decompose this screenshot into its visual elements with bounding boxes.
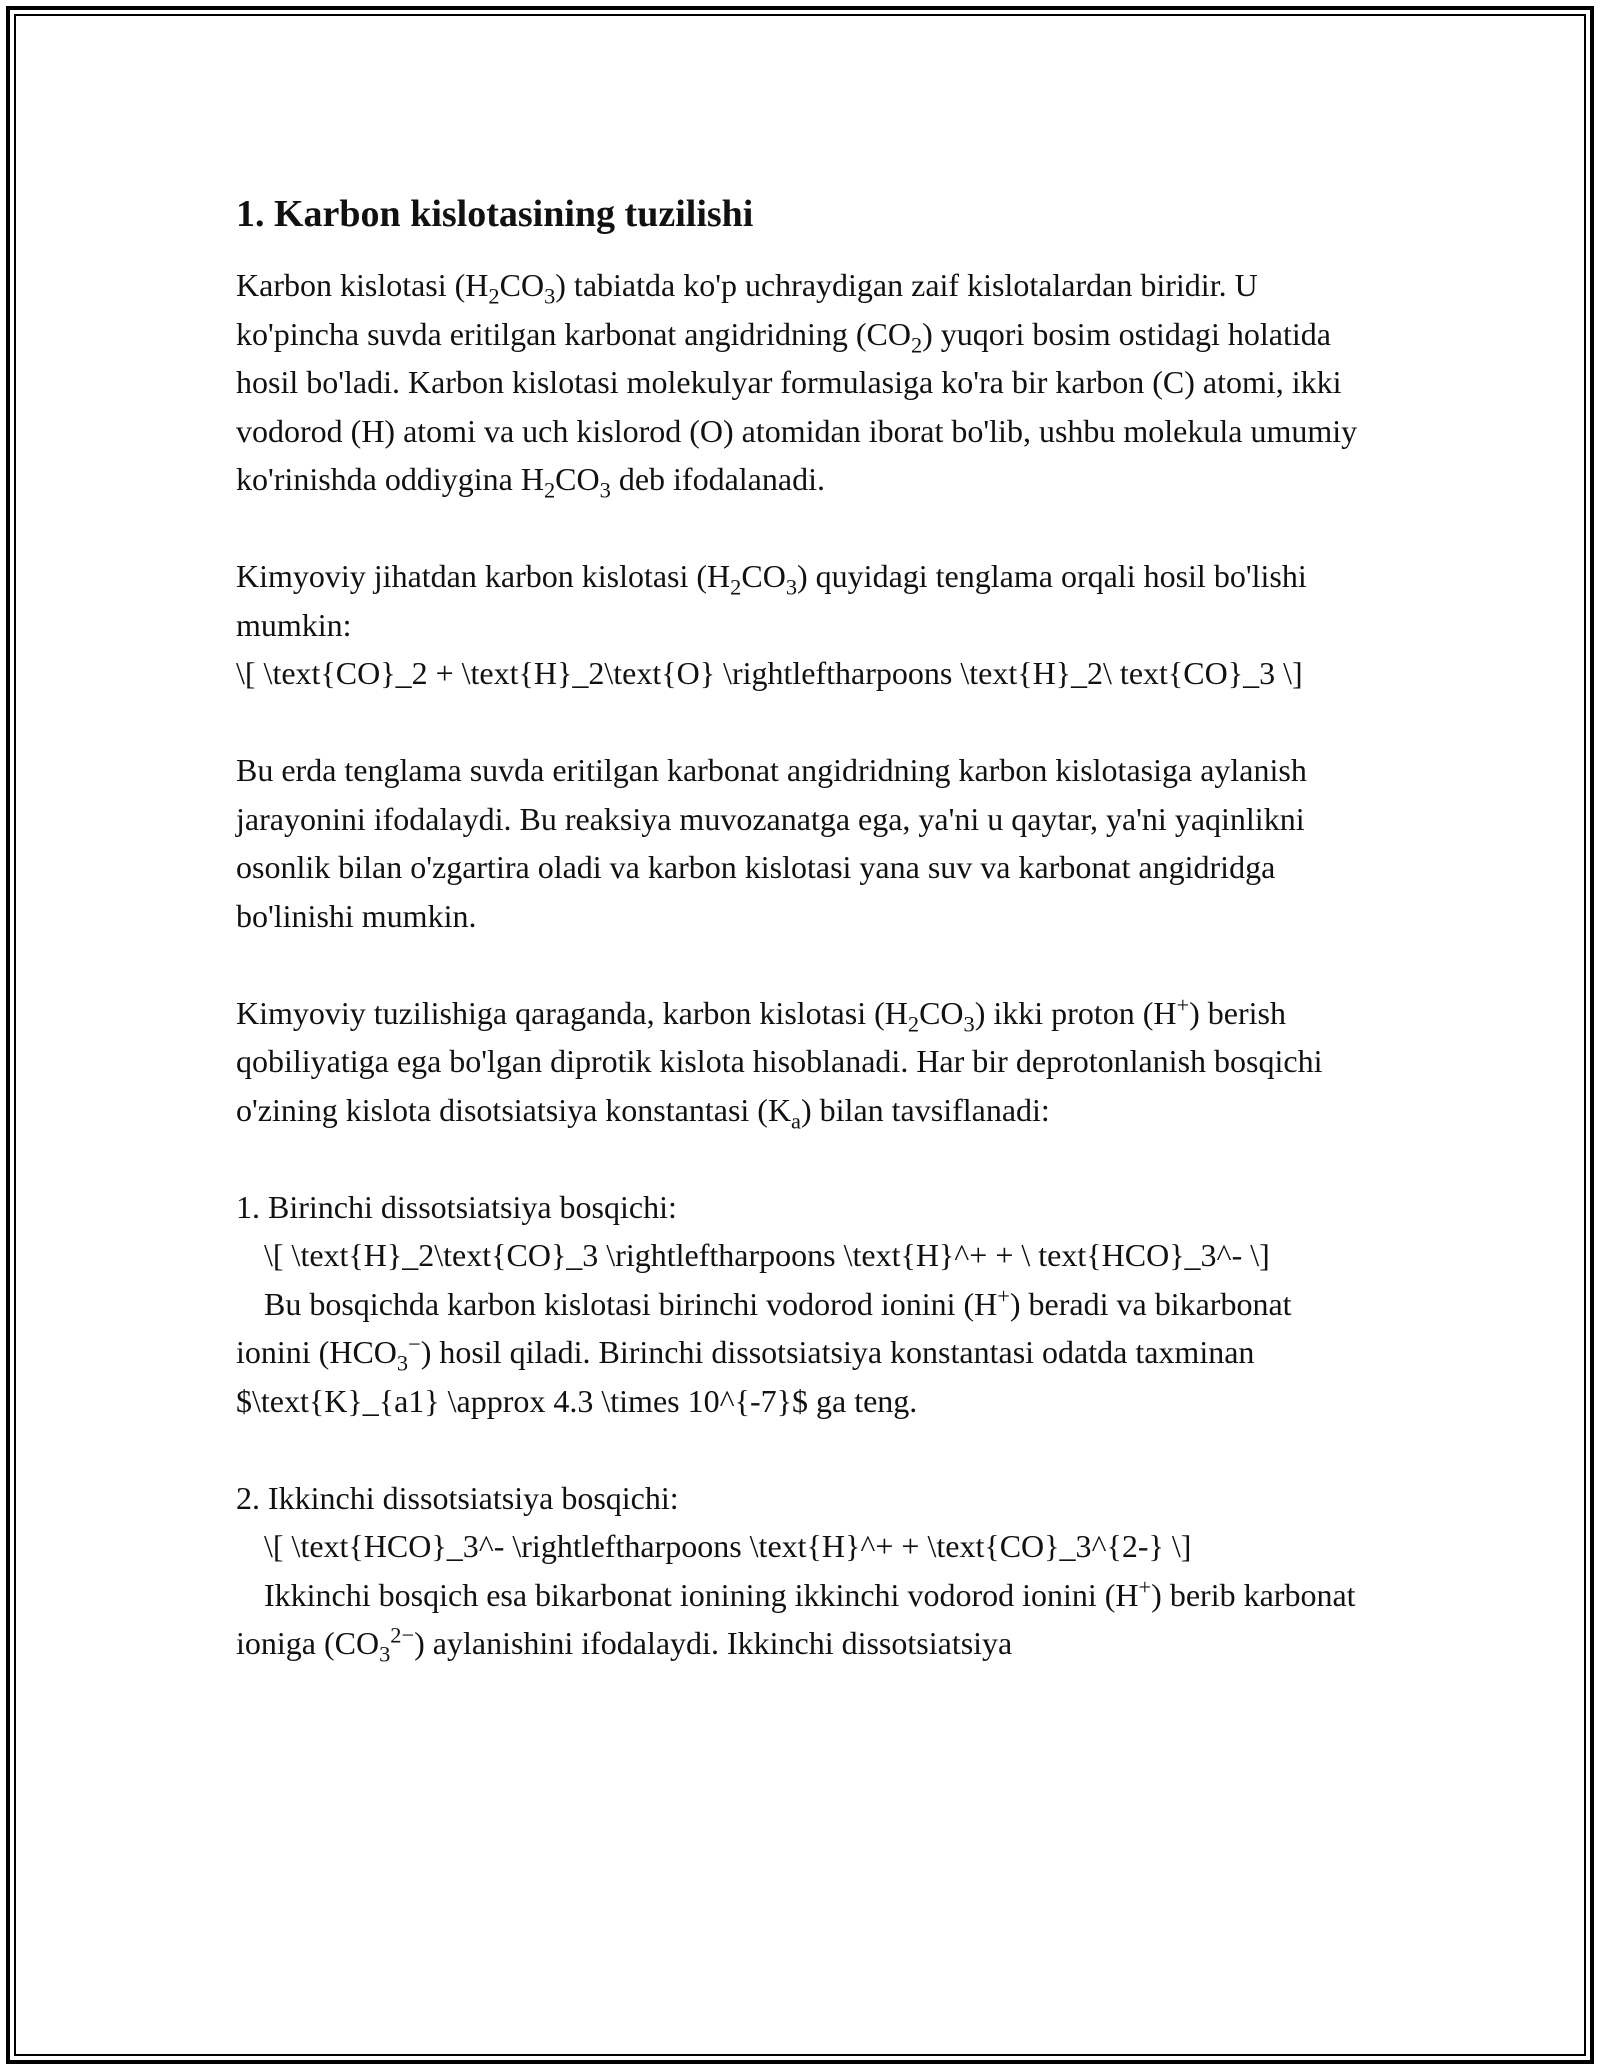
superscript: −	[408, 1331, 421, 1357]
text-run: CO	[499, 267, 545, 303]
text-run: ) hosil qiladi. Birinchi dissotsiatsiya konstantasi odatda taxminan $\text{K}_{a1} \approx 4.3 \times 10^{-7}$ ga teng.	[236, 1334, 1255, 1419]
paragraph	[236, 746, 1366, 940]
text-run: CO	[555, 461, 600, 497]
paragraph	[236, 989, 1366, 1135]
text-run: Kimyoviy jihatdan karbon kislotasi (H	[236, 558, 731, 594]
text-run: ) beradi va bikarbonat ionini (HCO	[236, 1285, 1292, 1370]
text-run: ) berish qobiliyatiga ega bo'lgan diprotik kislota hisoblanadi. Har bir deprotonlanish bosqichi o'zining kislota disotsiatsiya konstantasi (K	[236, 994, 1323, 1128]
subscript: 2	[907, 1010, 920, 1036]
text-run: Bu bosqichda karbon kislotasi birinchi vodorod ionini (H	[264, 1285, 998, 1322]
text-run: ) berib karbonat ioniga (CO	[236, 1576, 1356, 1661]
subscript: 2	[730, 574, 742, 600]
text-run: \[ \text{HCO}_3^- \rightleftharpoons \text{H}^+ + \text{CO}_3^{2-} \]	[264, 1528, 1192, 1564]
subscript: 3	[379, 1641, 391, 1667]
text-run: 2. Ikkinchi dissotsiatsiya bosqichi:	[236, 1479, 679, 1516]
paragraph	[236, 1474, 1366, 1668]
text-run: ) bilan tavsiflanadi:	[801, 1091, 1050, 1128]
text-run: 1. Birinchi dissotsiatsiya bosqichi:	[236, 1188, 677, 1225]
superscript: +	[1176, 991, 1190, 1017]
text-run: CO	[919, 994, 964, 1031]
subscript: 3	[544, 283, 556, 309]
subscript: a	[791, 1107, 801, 1133]
text-run: ) yuqori bosim ostidagi holatida hosil bo'ladi. Karbon kislotasi molekulyar formulasiga ko'ra bir karbon (C) atomi, ikki vodorod (H) atomi va uch kislorod (O) atomidan iborat bo'lib, ushbu molekula umumiy ko'rinishda oddiygina H	[236, 315, 1358, 497]
paragraph	[236, 552, 1366, 698]
paragraph	[236, 261, 1366, 504]
text-run: \[ \text{H}_2\text{CO}_3 \rightleftharpoons \text{H}^+ + \ text{HCO}_3^- \]	[264, 1237, 1270, 1273]
text-run: Ikkinchi bosqich esa bikarbonat ionining ikkinchi vodorod ionini (H	[264, 1576, 1139, 1613]
subscript: 3	[963, 1010, 975, 1036]
subscript: 2	[543, 477, 556, 503]
superscript: 2−	[390, 1622, 415, 1648]
text-run: CO	[741, 558, 786, 594]
text-run: ) aylanishini ifodalaydi. Ikkinchi dissotsiatsiya	[414, 1625, 1013, 1661]
subscript: 2	[910, 331, 923, 357]
text-run: Bu erda tenglama suvda eritilgan karbonat angidridning karbon kislotasiga aylanish jarayonini ifodalaydi. Bu reaksiya muvozanatga ega, ya'ni u qaytar, ya'ni yaqinlikni osonlik bilan o'zgartira oladi va karbon kislotasi yana suv va karbonat angidridga bo'linishi mumkin.	[236, 752, 1307, 934]
text-run: ) ikki proton (H	[974, 994, 1177, 1031]
section-heading: 1. Karbon kislotasining tuzilishi	[236, 193, 754, 235]
superscript: +	[997, 1282, 1010, 1308]
text-run: \[ \text{CO}_2 + \text{H}_2\text{O} \rightleftharpoons \text{H}_2\ text{CO}_3 \]	[236, 655, 1303, 691]
subscript: 3	[785, 574, 798, 600]
document-body	[236, 261, 1366, 1668]
text-run: ) quyidagi tenglama orqali hosil bo'lishi mumkin:	[236, 558, 1307, 643]
text-run: ) tabiatda ko'p uchraydigan zaif kislotalardan biridir. U ko'pincha suvda eritilgan karbonat angidridning (CO	[236, 267, 1258, 352]
subscript: 3	[396, 1350, 409, 1376]
text-run: Karbon kislotasi (H	[236, 267, 489, 303]
text-run: deb ifodalanadi.	[610, 461, 825, 497]
paragraph	[236, 1183, 1366, 1426]
superscript: +	[1138, 1573, 1152, 1599]
document-page	[236, 185, 1366, 1716]
subscript: 3	[599, 477, 611, 503]
text-run: Kimyoviy tuzilishiga qaraganda, karbon kislotasi (H	[236, 994, 908, 1031]
subscript: 2	[488, 283, 500, 309]
